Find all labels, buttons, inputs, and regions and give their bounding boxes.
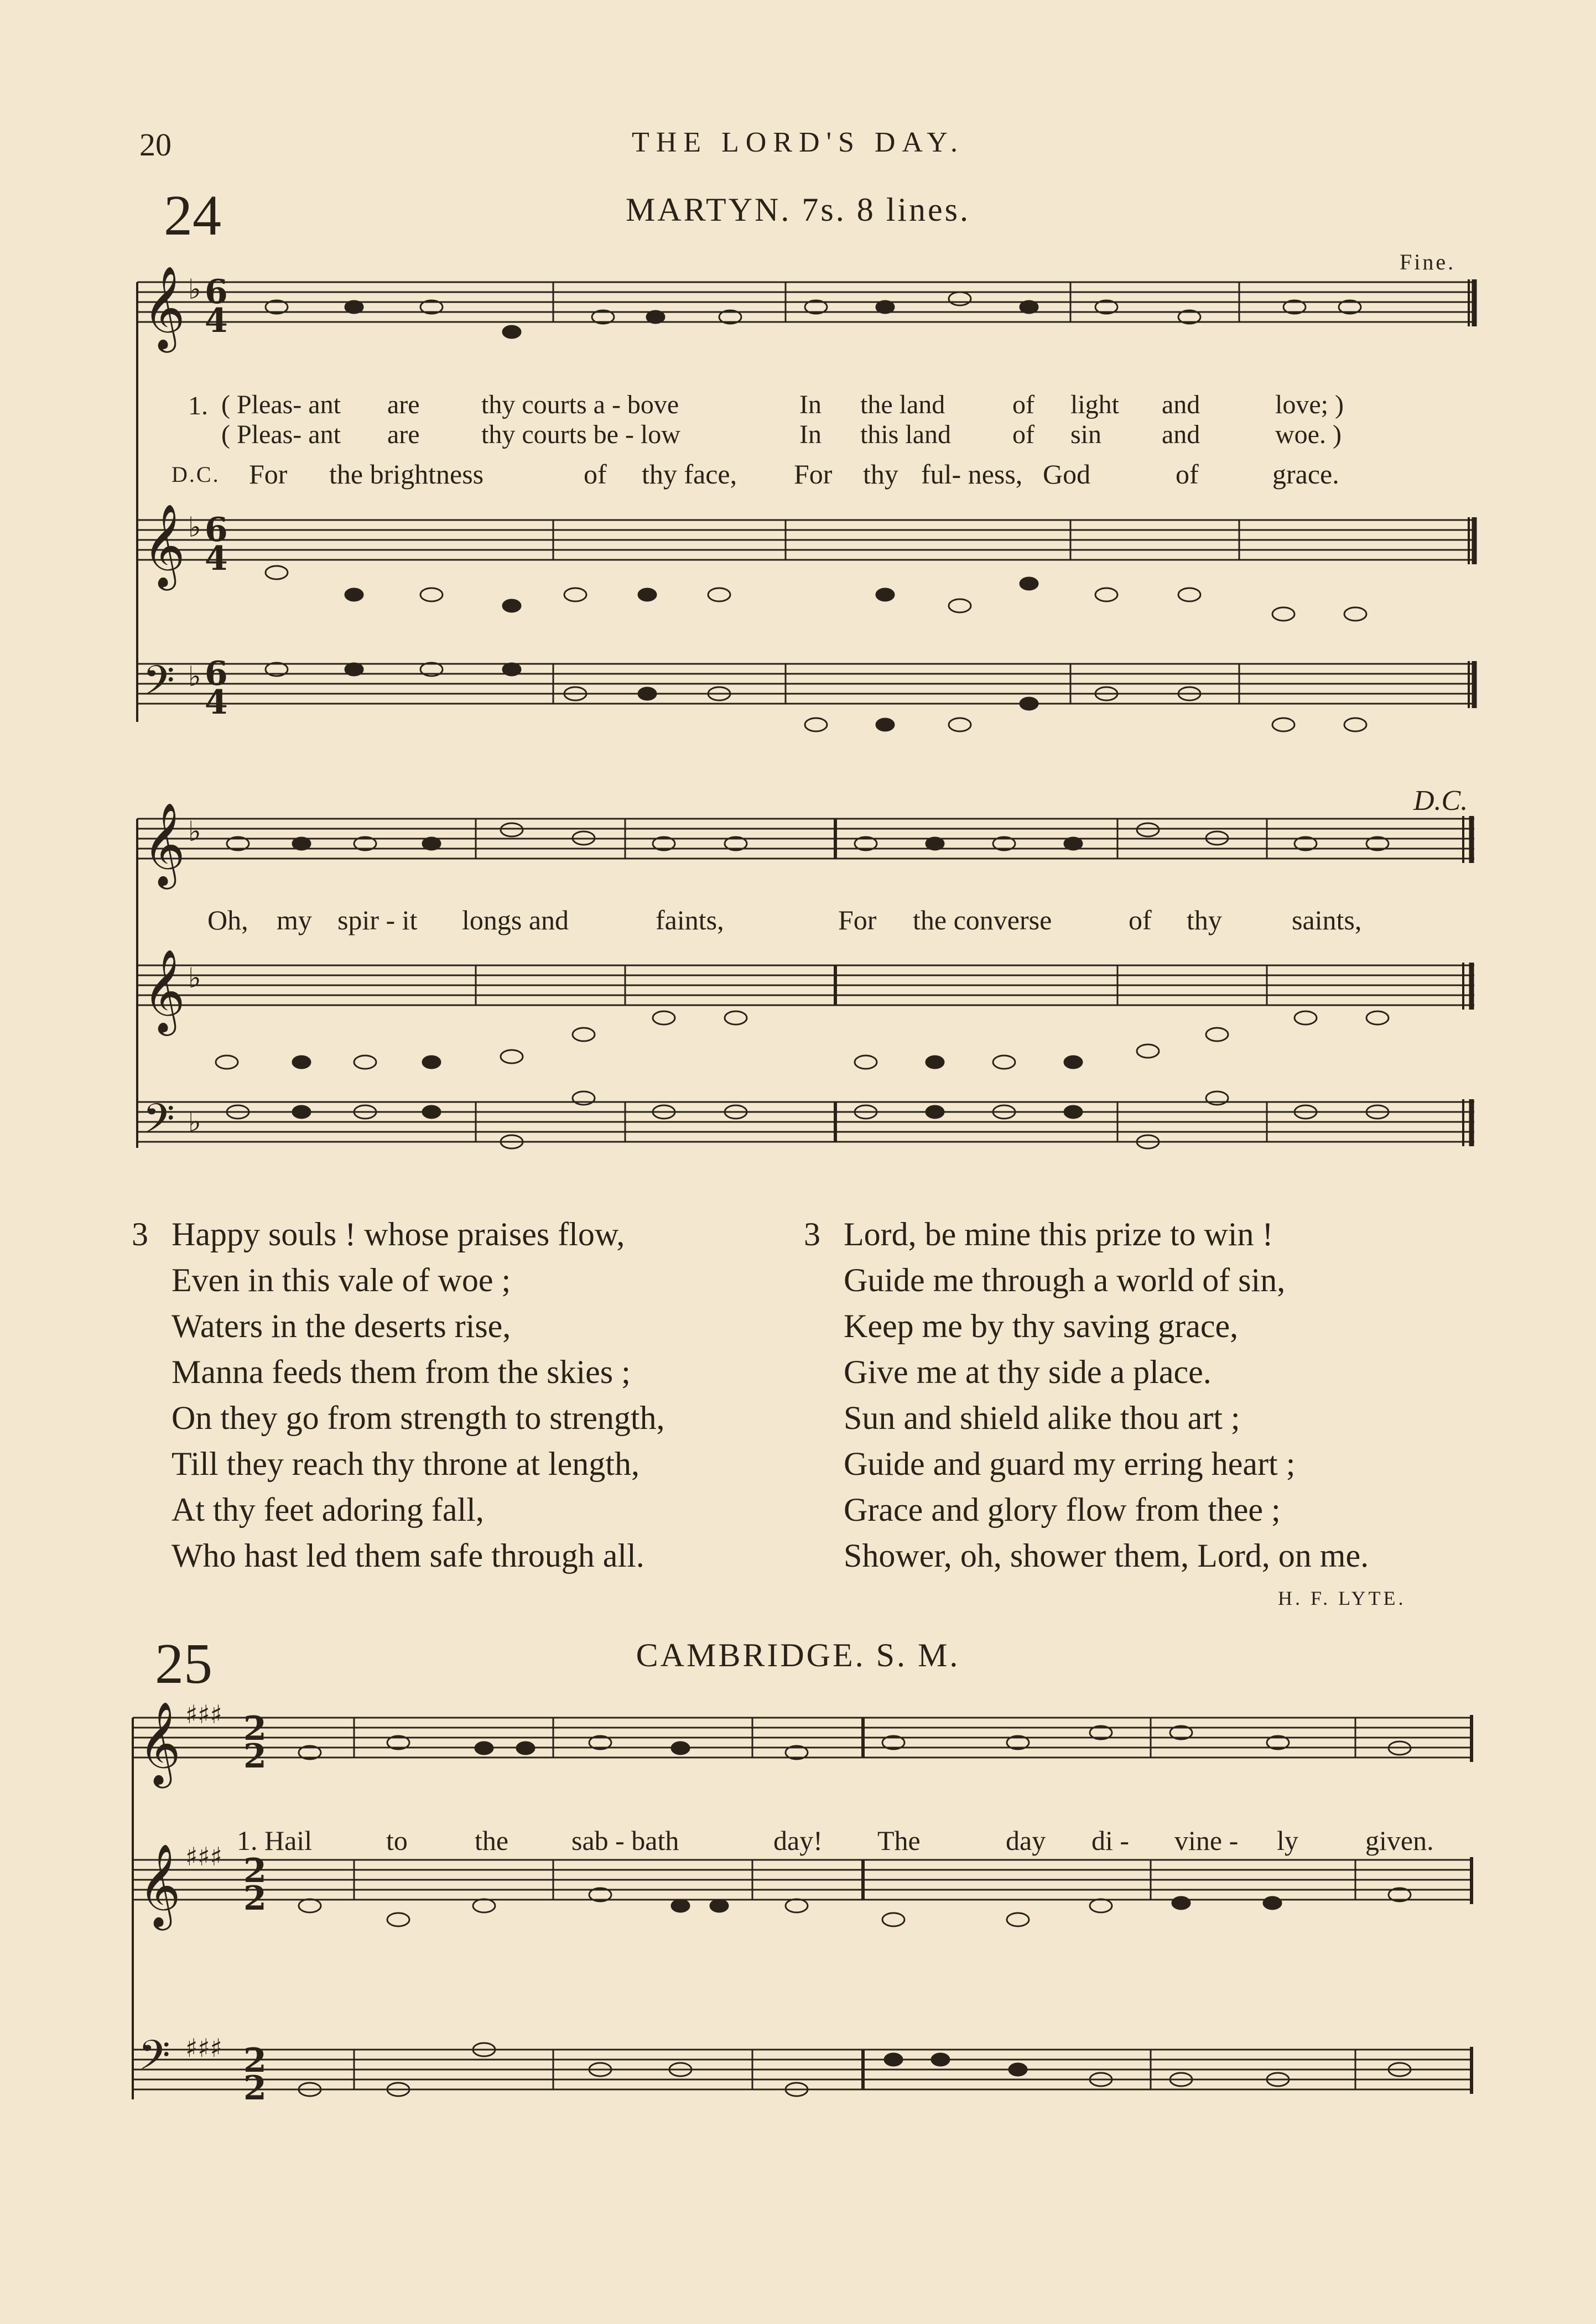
svg-text:♭: ♭ (188, 962, 201, 994)
svg-text:♯♯♯: ♯♯♯ (185, 1842, 222, 1871)
lyric-syllable: are (387, 390, 420, 419)
stanza-line: Manna feeds them from the skies ; (171, 1354, 631, 1390)
lyric-syllable: In (799, 420, 822, 449)
stanza-line: Sun and shield alike thou art ; (844, 1400, 1240, 1436)
staff-treble-2 (137, 819, 1474, 859)
svg-text:𝄢: 𝄢 (143, 1095, 175, 1153)
lyric-syllable: of (1176, 459, 1199, 490)
lyric-syllable: God (1043, 459, 1091, 490)
svg-text:𝄞: 𝄞 (143, 948, 185, 1032)
lyric-syllable: For (794, 459, 833, 490)
svg-text:♯♯♯: ♯♯♯ (185, 2033, 222, 2063)
svg-text:6: 6 (205, 654, 228, 693)
svg-text:𝄞: 𝄞 (143, 802, 185, 886)
lyric-syllable: the brightness (329, 459, 484, 490)
barlines-1 (553, 279, 1474, 708)
svg-text:6: 6 (205, 273, 228, 311)
lyric-syllable: In (799, 390, 822, 419)
lyric-syllable: spir - it (337, 904, 418, 935)
svg-text:𝄞: 𝄞 (143, 265, 185, 349)
stanza-line: Happy souls ! whose praises flow, (171, 1216, 625, 1252)
lyric-syllable: For (838, 904, 877, 935)
stanza-line: Shower, oh, shower them, Lord, on me. (844, 1537, 1369, 1574)
notes-3 (299, 1726, 1411, 2096)
svg-text:♭: ♭ (188, 661, 201, 693)
lyric-syllable: light (1070, 390, 1120, 419)
lyric-dc-label: D.C. (171, 462, 220, 487)
lyric-syllable: sin (1070, 420, 1102, 449)
lyric-syllable: di - (1091, 1825, 1130, 1856)
lyric-syllable: love; ) (1275, 390, 1344, 419)
svg-text:2: 2 (243, 1709, 267, 1748)
svg-text:6: 6 (205, 511, 228, 549)
lyric-syllable: my (277, 904, 312, 935)
lyric-syllable: the land (860, 390, 945, 419)
stanza-number: 3 (132, 1216, 148, 1252)
lyric-syllable: saints, (1292, 904, 1362, 935)
lyric-syllable: ( Pleas- ant (221, 420, 341, 449)
svg-text:♭: ♭ (188, 1106, 201, 1138)
lyric-syllable: thy courts be - low (481, 420, 680, 449)
lyric-syllable: For (249, 459, 288, 490)
lyric-syllable: day! (773, 1825, 823, 1856)
svg-text:♭: ♭ (188, 511, 201, 543)
stanza-line: Who hast led them safe through all. (171, 1537, 644, 1574)
svg-text:𝄞: 𝄞 (138, 1843, 181, 1927)
hymn-author: H. F. LYTE. (1278, 1587, 1406, 1609)
svg-text:4: 4 (205, 539, 228, 578)
lyric-syllable: sab - bath (571, 1825, 679, 1856)
lyric-syllable: given. (1365, 1825, 1434, 1856)
fine-mark: Fine. (1400, 249, 1456, 274)
staff-alto-2 (137, 965, 1474, 1005)
lyric-syllable: Oh, (207, 904, 248, 935)
lyric-syllable: 1. Hail (237, 1825, 313, 1856)
stanza-line: At thy feet adoring fall, (171, 1491, 484, 1528)
lyric-syllable: faints, (656, 904, 724, 935)
lyric-syllable: day (1006, 1825, 1046, 1856)
svg-text:2: 2 (243, 2041, 267, 2080)
svg-text:2: 2 (243, 2069, 267, 2108)
page-number: 20 (139, 127, 171, 163)
staff-treble-1 (137, 282, 1474, 322)
svg-text:𝄞: 𝄞 (138, 1701, 181, 1785)
lyric-syllable: the converse (913, 904, 1052, 935)
lyric-syllable: this land (860, 420, 951, 449)
svg-text:♯♯♯: ♯♯♯ (185, 1699, 222, 1729)
stanza-line: Guide and guard my erring heart ; (844, 1446, 1296, 1482)
hymn-number-25: 25 (155, 1632, 212, 1696)
notes-1 (266, 292, 1366, 731)
stanza-line: Even in this vale of woe ; (171, 1262, 511, 1298)
barlines-3 (354, 1715, 1472, 2094)
lyric-syllable: thy courts a - bove (481, 390, 679, 419)
hymn-number-24: 24 (164, 184, 221, 247)
staff-alto-3 (133, 1860, 1472, 1900)
svg-text:𝄢: 𝄢 (138, 2031, 170, 2089)
svg-text:2: 2 (243, 1737, 267, 1776)
staff-bass-1 (137, 664, 1474, 704)
lyric-syllable: of (1129, 904, 1152, 935)
svg-text:2: 2 (243, 1852, 267, 1890)
lyric-verse-number: 1. (188, 391, 208, 420)
lyric-syllable: grace. (1272, 459, 1339, 490)
lyric-syllable: ly (1277, 1825, 1298, 1856)
lyric-syllable: of (584, 459, 607, 490)
lyric-syllable: of (1012, 420, 1034, 449)
lyric-syllable: and (1162, 420, 1200, 449)
stanza-line: Lord, be mine this prize to win ! (844, 1216, 1273, 1252)
lyric-syllable: ( Pleas- ant (221, 390, 341, 419)
lyric-syllable: thy (863, 459, 898, 490)
lyric-syllable: ful- ness, (921, 459, 1023, 490)
svg-text:♭: ♭ (188, 815, 201, 848)
lyric-syllable: vine - (1174, 1825, 1239, 1856)
stanza-line: Guide me through a world of sin, (844, 1262, 1286, 1298)
stanza-right (804, 1212, 1480, 1579)
lyric-syllable: woe. ) (1275, 420, 1342, 449)
stanza-line: On they go from strength to strength, (171, 1400, 665, 1436)
running-title: THE LORD'S DAY. (631, 127, 965, 158)
svg-text:♭: ♭ (188, 273, 201, 305)
svg-text:2: 2 (243, 1879, 267, 1918)
lyric-syllable: and (1162, 390, 1200, 419)
stanza-line: Keep me by thy saving grace, (844, 1308, 1239, 1344)
hymn-title-cambridge: CAMBRIDGE. S. M. (636, 1637, 960, 1673)
lyric-syllable: to (386, 1825, 408, 1856)
lyric-syllable: longs and (462, 904, 569, 935)
svg-text:𝄢: 𝄢 (143, 657, 175, 715)
stanza-number: 3 (804, 1216, 820, 1252)
stanza-line: Give me at thy side a place. (844, 1354, 1212, 1390)
stanza-line: Till they reach thy throne at length, (171, 1446, 640, 1482)
dc-mark: D.C. (1413, 785, 1468, 817)
svg-text:4: 4 (205, 301, 228, 340)
lyric-syllable: of (1012, 390, 1034, 419)
svg-text:4: 4 (205, 683, 228, 722)
lyric-syllable: thy face, (642, 459, 737, 490)
stanza-line: Waters in the deserts rise, (171, 1308, 511, 1344)
lyric-syllable: the (475, 1825, 509, 1856)
staff-alto-1 (137, 520, 1474, 560)
stanza-line: Grace and glory flow from thee ; (844, 1491, 1281, 1528)
barlines-2 (476, 816, 1472, 1146)
hymn-title-martyn: MARTYN. 7s. 8 lines. (625, 191, 971, 228)
lyric-syllable: The (877, 1825, 921, 1856)
stanza-left (132, 1212, 780, 1579)
lyric-syllable: thy (1187, 904, 1222, 935)
staff-bass-2 (137, 1102, 1474, 1142)
svg-text:𝄞: 𝄞 (143, 503, 185, 587)
lyric-syllable: are (387, 420, 420, 449)
